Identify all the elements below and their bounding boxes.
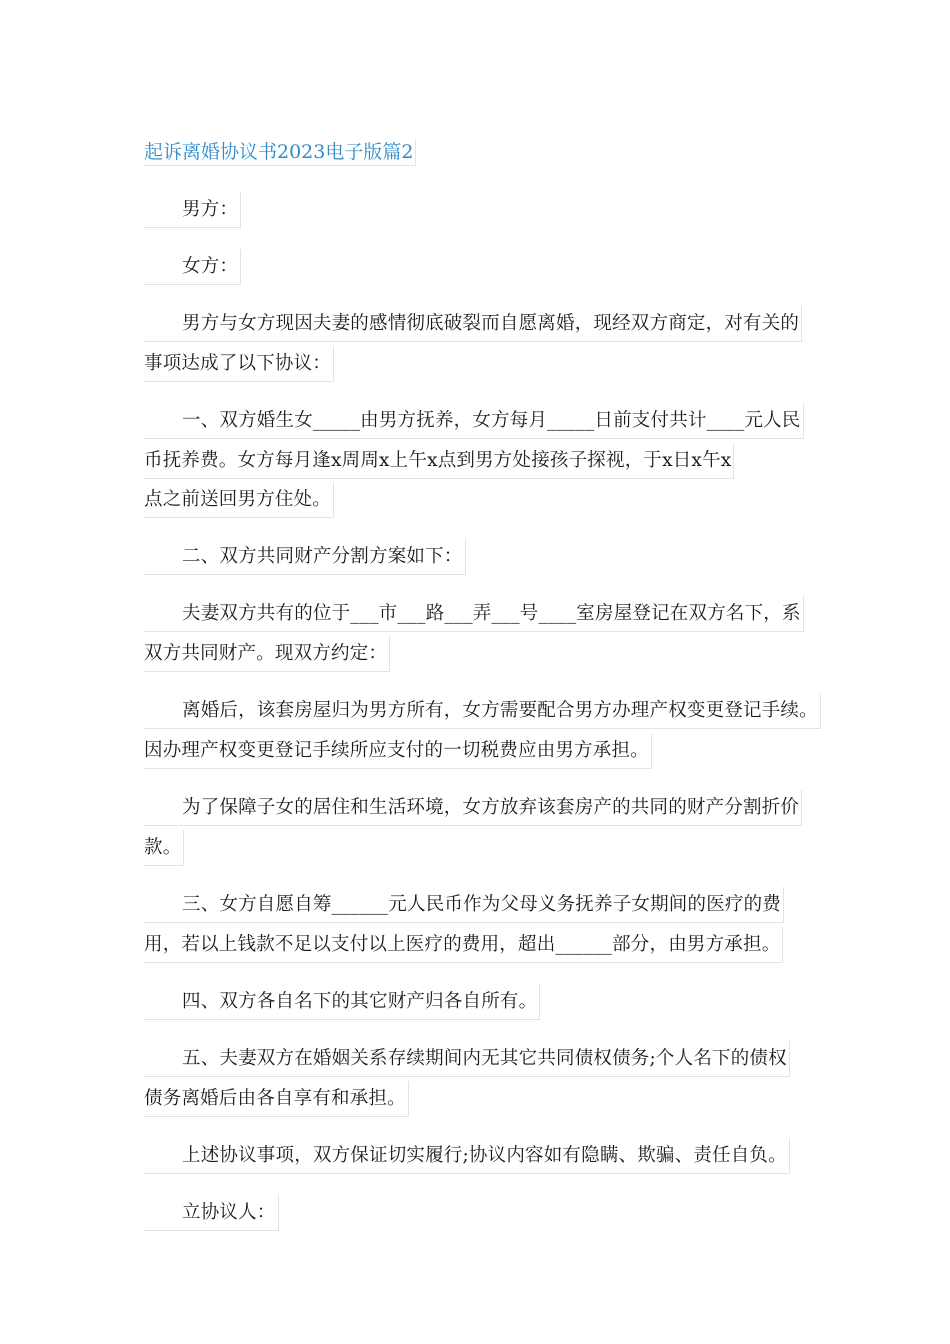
paragraph-line: 上述协议事项，双方保证切实履行;协议内容如有隐瞒、欺骗、责任自负。 [144,1138,790,1174]
paragraph-line: 离婚后，该套房屋归为男方所有，女方需要配合男方办理产权变更登记手续。 [144,693,821,729]
paragraph-line: 五、夫妻双方在婚姻关系存续期间内无其它共同债权债务;个人名下的债权 [144,1041,790,1077]
paragraph-line: 夫妻双方共有的位于___市___路___弄___号____室房屋登记在双方名下，系 [144,596,804,632]
paragraph-line: 三、女方自愿自筹______元人民币作为父母义务抚养子女期间的医疗的费 [144,887,784,923]
paragraph-intro [144,304,808,383]
document-title: 起诉离婚协议书2023电子版篇2 [144,139,416,166]
paragraph-signatory [144,1193,808,1233]
paragraph-clause-5 [144,1039,808,1118]
paragraph-line: 双方共同财产。现双方约定： [144,636,390,672]
paragraph-guarantee [144,1136,808,1176]
paragraph-line: 款。 [144,830,184,866]
paragraph-line: 女方： [144,249,241,285]
paragraph-female-party [144,247,808,287]
paragraph-waiver [144,788,808,867]
paragraph-line: 债务离婚后由各自享有和承担。 [144,1081,409,1117]
paragraph-line: 用，若以上钱款不足以支付以上医疗的费用，超出______部分，由男方承担。 [144,927,783,963]
paragraph-line: 立协议人： [144,1195,279,1231]
paragraph-clause-1 [144,401,808,520]
paragraph-line: 点之前送回男方住处。 [144,482,334,518]
paragraph-house [144,691,818,770]
paragraph-property [144,594,808,673]
paragraph-male-party [144,190,808,230]
paragraph-line: 因办理产权变更登记手续所应支付的一切税费应由男方承担。 [144,733,652,769]
paragraph-clause-4 [144,982,808,1022]
paragraph-line: 二、双方共同财产分割方案如下： [144,539,466,575]
paragraph-line: 一、双方婚生女_____由男方抚养，女方每月_____日前支付共计____元人民 [144,403,804,439]
paragraph-line: 事项达成了以下协议： [144,346,334,382]
paragraph-clause-3 [144,885,808,964]
paragraph-line: 币抚养费。女方每月逢x周周x上午x点到男方处接孩子探视，于x日x午x [144,443,734,479]
paragraph-line: 男方与女方现因夫妻的感情彻底破裂而自愿离婚，现经双方商定，对有关的 [144,306,802,342]
paragraph-clause-2 [144,537,808,577]
paragraph-line: 为了保障子女的居住和生活环境，女方放弃该套房产的共同的财产分割折价 [144,790,802,826]
paragraph-line: 四、双方各自名下的其它财产归各自所有。 [144,984,540,1020]
paragraph-line: 男方： [144,192,241,228]
